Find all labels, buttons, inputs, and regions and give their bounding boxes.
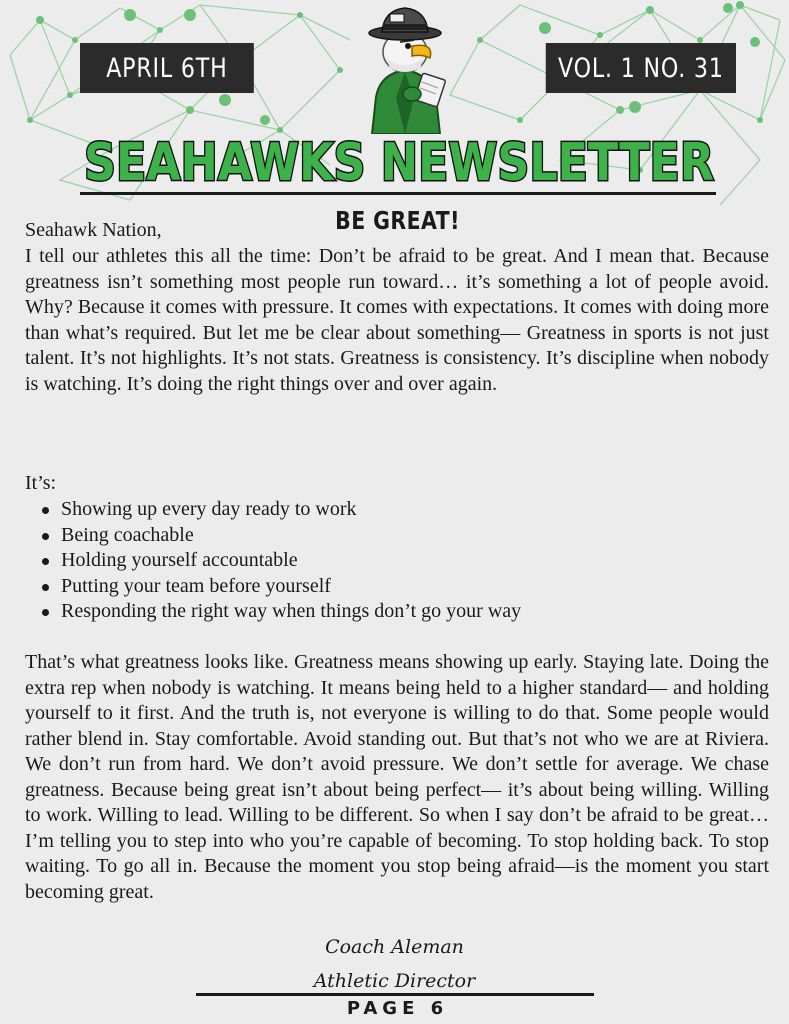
page-number: PAGE 6 xyxy=(346,998,449,1019)
greatness-list xyxy=(25,497,521,625)
header-divider xyxy=(80,192,716,195)
bullet-icon xyxy=(42,558,49,565)
letter-paragraph-2: That’s what greatness looks like. Greatness means showing up early. Staying late. Doing the extra rep when nobody is watching. It means being held to a higher standard— and holding yourself to it first. And the truth is, not everyone is willing to do that. Some people would rather blend in. Stay comfortable. Avoid standing out. But that’s not who we are at Riviera. We don’t run from hard. We don’t avoid pressure. We don’t settle for average. We chase greatness. Because being great isn’t about being perfect— it’s about being willing. Willing to work. Willing to lead. Willing to be different. So when I say don’t be afraid to be great…I’m telling you to step into who you’re capable of becoming. To stop holding back. To stop waiting. To go all in. Because the moment you stop being afraid—is the moment you start becoming great. xyxy=(25,651,769,903)
signature-role: Athletic Director xyxy=(313,970,476,992)
issue-volume-badge xyxy=(546,43,736,93)
list-item-text: Showing up every day ready to work xyxy=(61,498,357,520)
letter-paragraph-1: I tell our athletes this all the time: Don’t be afraid to be great. And I mean that. Because greatness isn’t something most people run toward… it’s something a lot of people avoid. Why? Because it comes with pressure. It comes with expectations. It comes with doing more than what’s required. But let me be clear about something— Greatness in sports is not just talent. It’s not highlights. It’s not stats. Greatness is consistency. It’s discipline when nobody is watching. It’s doing the right things over and over again. xyxy=(25,245,769,395)
bullet-icon xyxy=(42,584,49,591)
bullet-icon xyxy=(42,533,49,540)
list-item xyxy=(61,548,521,574)
footer-divider xyxy=(196,993,594,996)
list-item xyxy=(61,574,521,600)
issue-date-badge xyxy=(80,43,254,93)
list-lead: It’s: xyxy=(25,472,57,494)
letter-salutation: Seahawk Nation, xyxy=(25,219,162,241)
issue-date: APRIL 6TH xyxy=(106,52,228,84)
bullet-icon xyxy=(42,609,49,616)
newsletter-title: SEAHAWKS NEWSLETTER xyxy=(84,133,714,192)
bullet-icon xyxy=(42,507,49,514)
list-item-text: Holding yourself accountable xyxy=(61,549,298,571)
issue-volume: VOL. 1 NO. 31 xyxy=(558,52,724,84)
list-item xyxy=(61,599,521,625)
signature-name: Coach Aleman xyxy=(325,936,464,958)
list-item xyxy=(61,523,521,549)
newsletter-title-graphic xyxy=(0,128,789,192)
seahawk-mascot-icon xyxy=(350,2,460,134)
list-item-text: Responding the right way when things don’t go your way xyxy=(61,600,522,622)
newsletter-subtitle: BE GREAT! xyxy=(335,206,460,235)
list-item-text: Putting your team before yourself xyxy=(61,574,331,597)
list-item xyxy=(61,497,521,523)
list-item-text: Being coachable xyxy=(61,523,194,546)
